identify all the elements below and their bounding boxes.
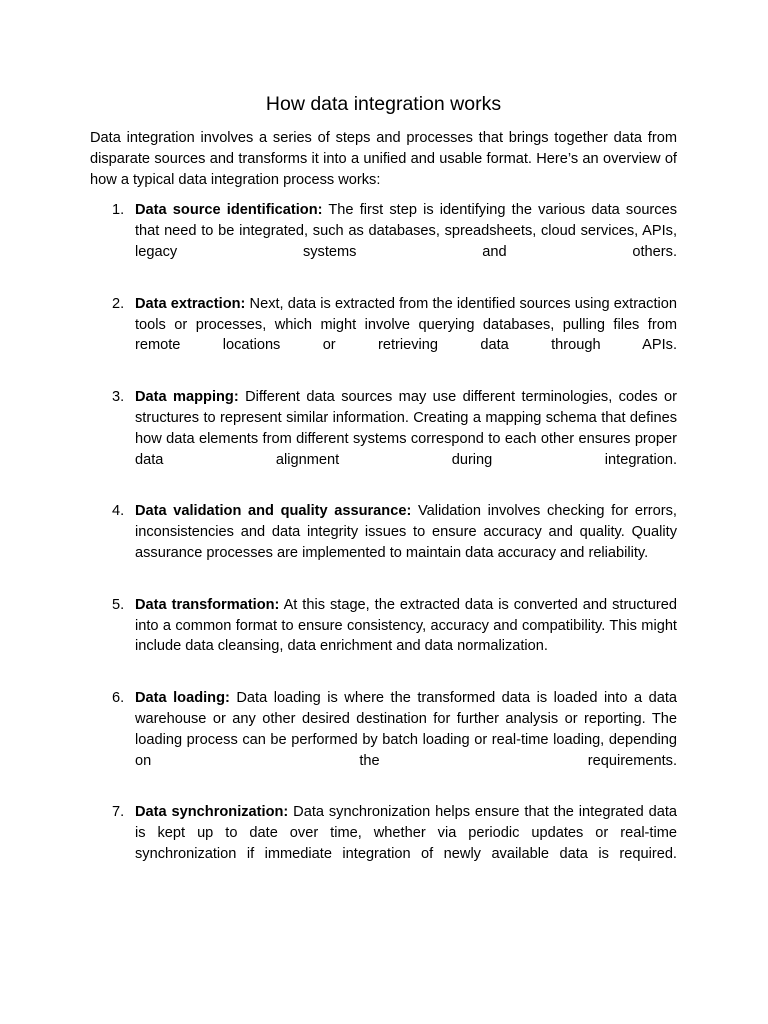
intro-paragraph: Data integration involves a series of steps and processes that brings together data from disparate sources and transforms it into a unified and usable format. Here’s an overview of how a typical data integration process works: xyxy=(90,130,677,188)
list-item xyxy=(90,200,677,262)
list-item-term: Data synchronization: xyxy=(135,804,289,821)
list-item-text: At this stage, the extracted data is converted and structured into a common format to ensure consistency, accuracy and compatibility. This might include data cleansing, data enrichment and data normalization. xyxy=(135,596,677,655)
list-item-number: 6. xyxy=(112,690,125,707)
list-item xyxy=(90,501,677,563)
list-item-body xyxy=(135,294,677,356)
list-item xyxy=(90,294,677,356)
list-item-body xyxy=(135,595,677,657)
list-item xyxy=(90,387,677,470)
list-item-text: Data loading is where the transformed data is loaded into a data warehouse or any other desired destination for further analysis or reporting. The loading process can be performed by batch loading or real-time loading, depending on the requirements. xyxy=(135,690,677,769)
list-item-number: 2. xyxy=(112,295,125,312)
list-item-text: Next, data is extracted from the identified sources using extraction tools or processes, which might involve querying databases, pulling files from remote locations or retrieving data through APIs. xyxy=(135,295,678,354)
list-item-body xyxy=(135,501,677,563)
list-item-term: Data source identification: xyxy=(135,202,323,219)
list-item-number: 3. xyxy=(112,389,125,406)
list-item-body xyxy=(135,802,677,864)
list-item-term: Data validation and quality assurance: xyxy=(135,503,412,520)
document-title: How data integration works xyxy=(265,93,502,115)
list-item-text: The first step is identifying the various data sources that need to be integrated, such as databases, spreadsheets, cloud services, APIs, legacy systems and others. xyxy=(135,202,677,260)
list-item-body xyxy=(135,688,677,771)
list-item-number: 4. xyxy=(112,503,125,520)
list-item-term: Data loading: xyxy=(135,690,230,707)
list-item-term: Data transformation: xyxy=(135,596,280,613)
list-item-body xyxy=(135,387,677,470)
steps-list xyxy=(90,200,677,864)
document-page xyxy=(90,92,677,896)
list-item-number: 1. xyxy=(112,202,125,219)
list-item xyxy=(90,688,677,771)
list-item-text: Validation involves checking for errors, inconsistencies and data integrity issues to ensure accuracy and quality. Quality assurance processes are implemented to maintain data accuracy and reliability. xyxy=(135,503,677,561)
list-item-number: 7. xyxy=(112,804,125,821)
list-item-number: 5. xyxy=(112,596,125,613)
list-item xyxy=(90,802,677,864)
list-item-body xyxy=(135,200,677,262)
list-item-text: Different data sources may use different terminologies, codes or structures to represent similar information. Creating a mapping schema that defines how data elements from different systems correspond to each other ensures proper data alignment during integration. xyxy=(135,389,678,468)
list-item xyxy=(90,595,677,657)
list-item-text: Data synchronization helps ensure that the integrated data is kept up to date over time, whether via periodic updates or real-time synchronization if immediate integration of newly available data is required. xyxy=(135,804,677,862)
list-item-term: Data mapping: xyxy=(135,389,239,406)
list-item-term: Data extraction: xyxy=(135,295,246,312)
